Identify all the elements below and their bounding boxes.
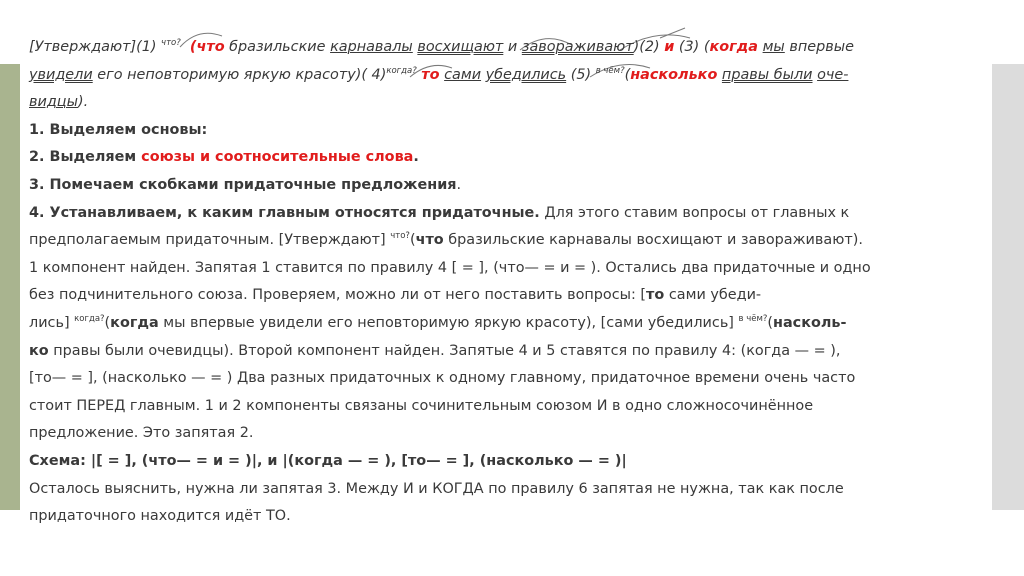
explain-line-2: 1 компонент найден. Запятая 1 ставится по правилу 4 [ = ], (что— = и = ). Остались два придаточные и одно — [29, 259, 871, 276]
predicate-ubedilis: убедились — [485, 66, 567, 83]
marker-5: (5) — [570, 66, 592, 83]
conj-i: и — [664, 39, 675, 55]
step-2-dot: . — [413, 149, 419, 166]
word: впервые — [789, 39, 854, 55]
question-2: когда? — [386, 65, 417, 76]
step-1: 1. Выделяем основы: — [29, 121, 208, 138]
predicate-zavorazhivayut: завораживают — [521, 39, 634, 55]
conclusion-line-1: Осталось выяснить, нужна ли запятая 3. Между И и КОГДА по правилу 6 запятая не нужна, так как после — [29, 480, 844, 497]
word: и — [507, 39, 518, 55]
intro-line-2 — [29, 62, 979, 90]
explain-line-6: [то— = ], (насколько — = ) Два разных придаточных к одному главному, придаточное времени очень часто — [29, 370, 856, 387]
step-2-text: 2. Выделяем — [29, 149, 142, 166]
explain-line-7: стоит ПЕРЕД главным. 1 и 2 компоненты связаны сочинительным союзом И в одно сложносочинённое — [29, 397, 814, 414]
explain-line-8: предложение. Это запятая 2. — [29, 425, 254, 442]
subject-karnavaly: карнавалы — [330, 39, 413, 55]
corr-word-to: то — [421, 66, 440, 83]
predicate-pravy-byli: правы были — [721, 66, 813, 83]
explain-text: сами убеди- — [664, 287, 762, 304]
step-4 — [29, 200, 979, 228]
question-kogda: когда? — [74, 313, 105, 324]
explain-line-4 — [29, 310, 979, 338]
step-4-title: 4. Устанавливаем, к каким главным относятся придаточные. — [29, 204, 540, 221]
word: его неповторимую яркую красоту)( 4) — [97, 66, 387, 83]
explain-line-1 — [29, 227, 979, 255]
explain-text: лись] — [29, 314, 75, 331]
conj-chto-bold: что — [415, 232, 444, 249]
subject-sami: сами — [444, 66, 482, 83]
explain-bracket: ( — [409, 232, 416, 249]
intro-line-3 — [29, 89, 979, 117]
step-2-highlight: союзы и соотносительные слова — [141, 149, 414, 166]
conj-naskolko-bold-1: насколь- — [773, 314, 847, 331]
marker-3: (3) ( — [678, 39, 710, 55]
step-3-text: 3. Помечаем скобками придаточные предложения — [29, 176, 457, 193]
step-2 — [29, 144, 979, 172]
explain-text: правы были очевидцы). Второй компонент найден. Запятые 4 и 5 ставятся по правилу 4: (когда — = ), — [48, 342, 841, 359]
word: ). — [77, 94, 89, 111]
intro-line-1 — [29, 34, 979, 62]
conj-kogda-bold: когда — [110, 314, 159, 331]
bracket-open: ( — [189, 39, 197, 55]
corr-word-to-bold: то — [646, 287, 665, 304]
explain-bracket: ( — [104, 314, 111, 331]
bracket-open: ( — [624, 66, 631, 83]
explain-line-5 — [29, 338, 979, 366]
question-chto: что? — [390, 231, 410, 242]
predicate-voshishchayut: восхищают — [417, 39, 504, 55]
question-3: в чём? — [595, 65, 625, 76]
conj-naskolko-bold-2: ко — [29, 342, 49, 359]
question-v-chem: в чём? — [738, 313, 768, 324]
predicate-uvideli: увидели — [29, 66, 93, 83]
subject-my: мы — [762, 39, 785, 55]
conj-naskolko: насколько — [630, 66, 718, 83]
intro-main-1: [Утверждают](1) — [29, 39, 157, 55]
explain-text: бразильские карнавалы восхищают и завораживают). — [443, 232, 863, 249]
conj-chto: что — [196, 39, 225, 55]
explain-text: мы впервые увидели его неповторимую яркую красоту), [сами убедились] — [158, 314, 739, 331]
marker-2: )(2) — [633, 39, 660, 55]
step-3 — [29, 172, 979, 200]
explain-line-3 — [29, 282, 979, 310]
scheme: Схема: |[ = ], (что— = и = )|, и |(когда — = ), [то— = ], (насколько — = )| — [29, 452, 627, 469]
left-accent-bar — [0, 64, 20, 510]
subject-ochevidtsy-1: оче- — [817, 66, 849, 83]
subject-ochevidtsy-2: видцы — [29, 94, 78, 111]
text-content — [29, 34, 979, 531]
explain-text: предполагаемым придаточным. [Утверждают] — [29, 232, 391, 249]
explain-text: без подчинительного союза. Проверяем, можно ли от него поставить вопросы: [ — [29, 287, 647, 304]
right-accent-bar — [992, 64, 1024, 510]
step-4-text: Для этого ставим вопросы от главных к — [539, 204, 850, 221]
question-1: что? — [161, 38, 181, 48]
word: бразильские — [229, 39, 326, 55]
conclusion-line-2: придаточного находится идёт ТО. — [29, 508, 291, 525]
conj-kogda: когда — [709, 39, 758, 55]
step-3-dot: . — [456, 176, 462, 193]
explain-bracket: ( — [767, 314, 774, 331]
